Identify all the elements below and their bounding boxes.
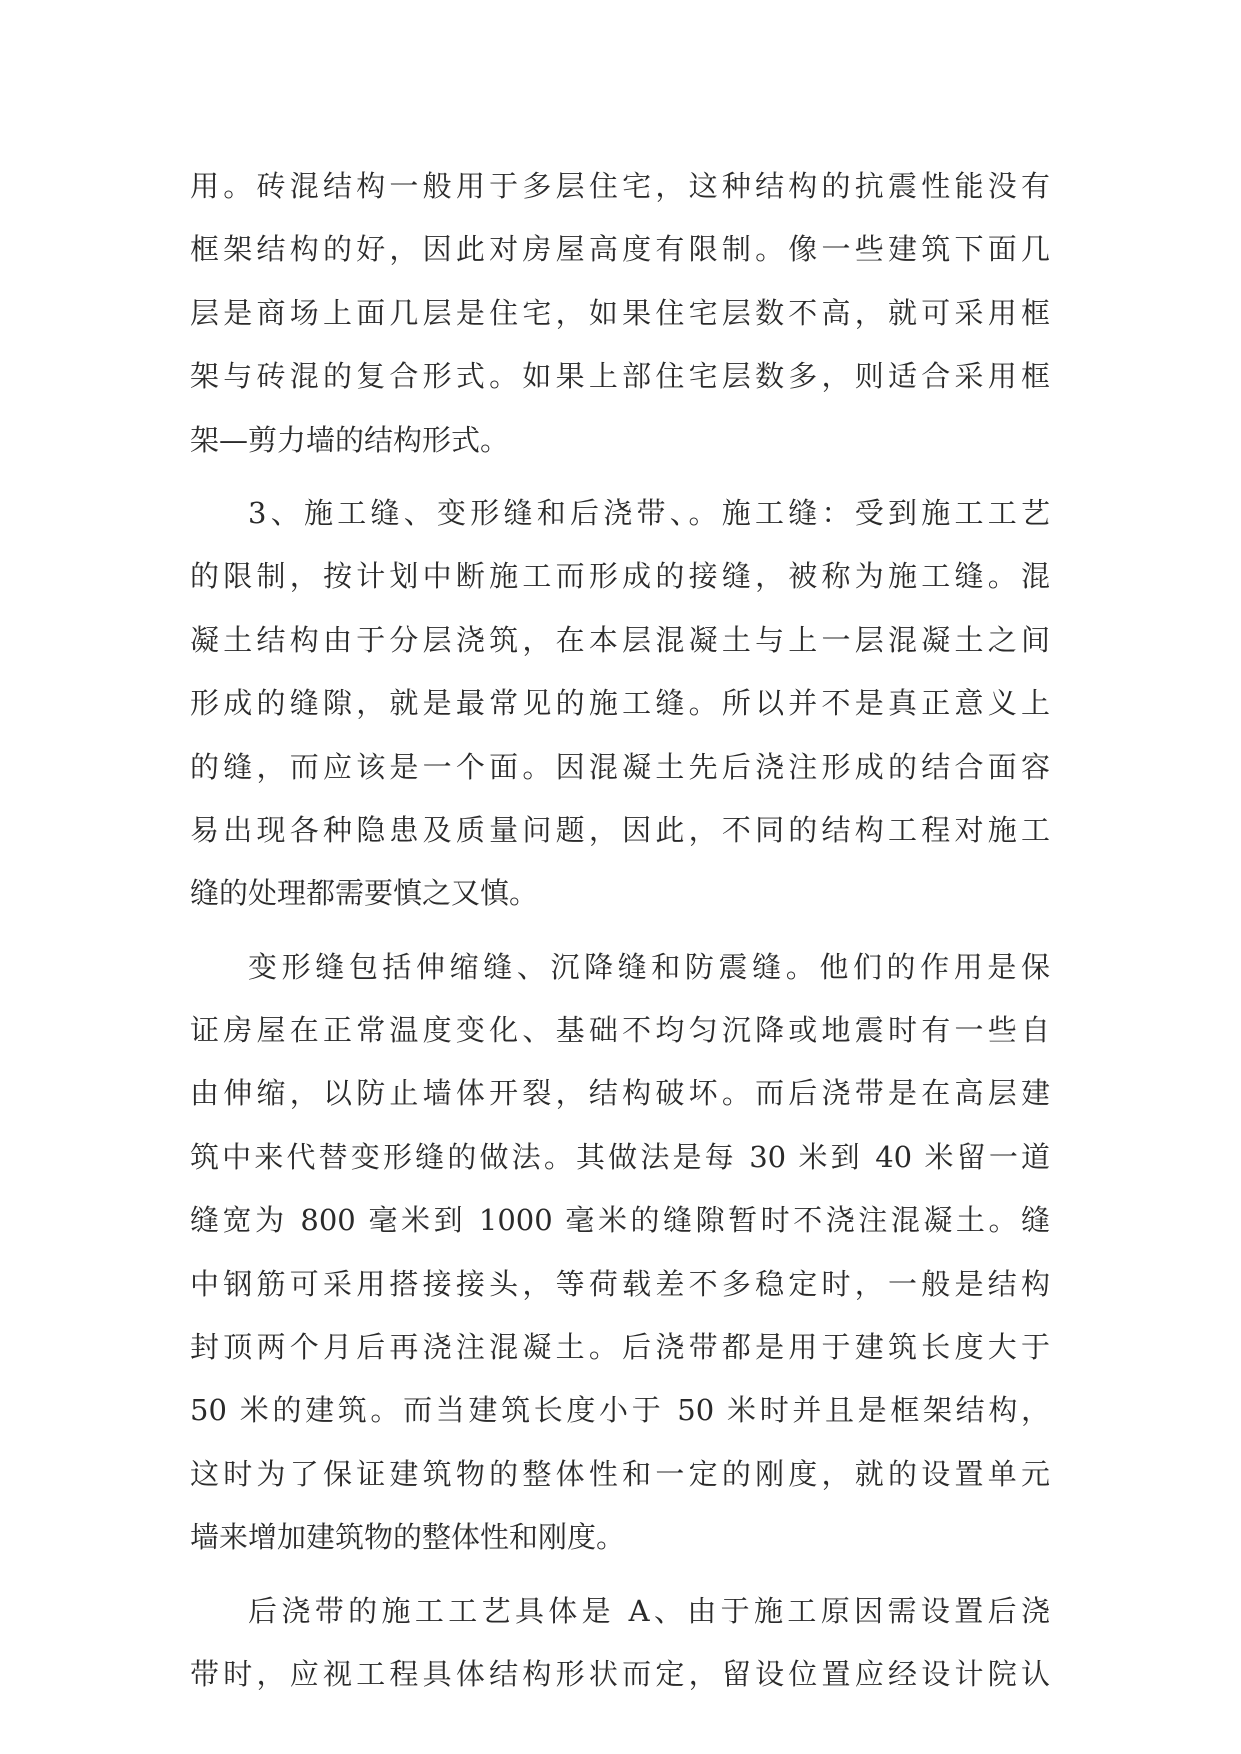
text-line: 中钢筋可采用搭接接头，等荷载差不多稳定时，一般是结构: [190, 1266, 1050, 1301]
text-line: 的缝，而应该是一个面。因混凝土先后浇注形成的结合面容: [190, 749, 1050, 784]
text-line: 框架结构的好，因此对房屋高度有限制。像一些建筑下面几: [190, 232, 1050, 267]
text-line: 易出现各种隐患及质量问题，因此，不同的结构工程对施工: [190, 812, 1050, 847]
text-line: 带时，应视工程具体结构形状而定，留设位置应经设计院认: [190, 1656, 1050, 1691]
paragraph-2: [190, 482, 1050, 926]
paragraph-spacer: [190, 472, 1050, 482]
text-line: 变形缝包括伸缩缝、沉降缝和防震缝。他们的作用是保: [248, 949, 1050, 984]
text-line: 50 米的建筑。而当建筑长度小于 50 米时并且是框架结构，: [190, 1393, 1050, 1428]
text-line: 凝土结构由于分层浇筑，在本层混凝土与上一层混凝土之间: [190, 622, 1050, 657]
text-line: 这时为了保证建筑物的整体性和一定的刚度，就的设置单元: [190, 1456, 1050, 1491]
text-line: 封顶两个月后再浇注混凝土。后浇带都是用于建筑长度大于: [190, 1330, 1050, 1365]
text-line: 缝宽为 800 毫米到 1000 毫米的缝隙暂时不浇注混凝土。缝: [190, 1203, 1050, 1238]
text-line: 架与砖混的复合形式。如果上部住宅层数多，则适合采用框: [190, 359, 1050, 394]
document-body: [190, 155, 1050, 1706]
paragraph-spacer: [190, 926, 1050, 936]
text-line: 形成的缝隙，就是最常见的施工缝。所以并不是真正意义上: [190, 686, 1050, 721]
text-line: 的限制，按计划中断施工而形成的接缝，被称为施工缝。混: [190, 559, 1050, 594]
paragraph-spacer: [190, 1570, 1050, 1580]
text-line: 筑中来代替变形缝的做法。其做法是每 30 米到 40 米留一道: [190, 1139, 1050, 1174]
paragraph-1: [190, 155, 1050, 472]
paragraph-4: [190, 1580, 1050, 1707]
text-line: 架—剪力墙的结构形式。: [190, 422, 510, 457]
text-line: 层是商场上面几层是住宅，如果住宅层数不高，就可采用框: [190, 295, 1050, 330]
text-line: 3、施工缝、变形缝和后浇带、。施工缝：受到施工工艺: [248, 495, 1050, 530]
text-line: 证房屋在正常温度变化、基础不均匀沉降或地震时有一些自: [190, 1013, 1050, 1048]
text-line: 由伸缩，以防止墙体开裂，结构破坏。而后浇带是在高层建: [190, 1076, 1050, 1111]
text-line: 缝的处理都需要慎之又慎。: [190, 876, 539, 911]
text-line: 后浇带的施工工艺具体是 A、由于施工原因需设置后浇: [248, 1593, 1050, 1628]
paragraph-3: [190, 936, 1050, 1570]
text-line: 用。砖混结构一般用于多层住宅，这种结构的抗震性能没有: [190, 169, 1050, 203]
text-line: 墙来增加建筑物的整体性和刚度。: [190, 1520, 626, 1555]
